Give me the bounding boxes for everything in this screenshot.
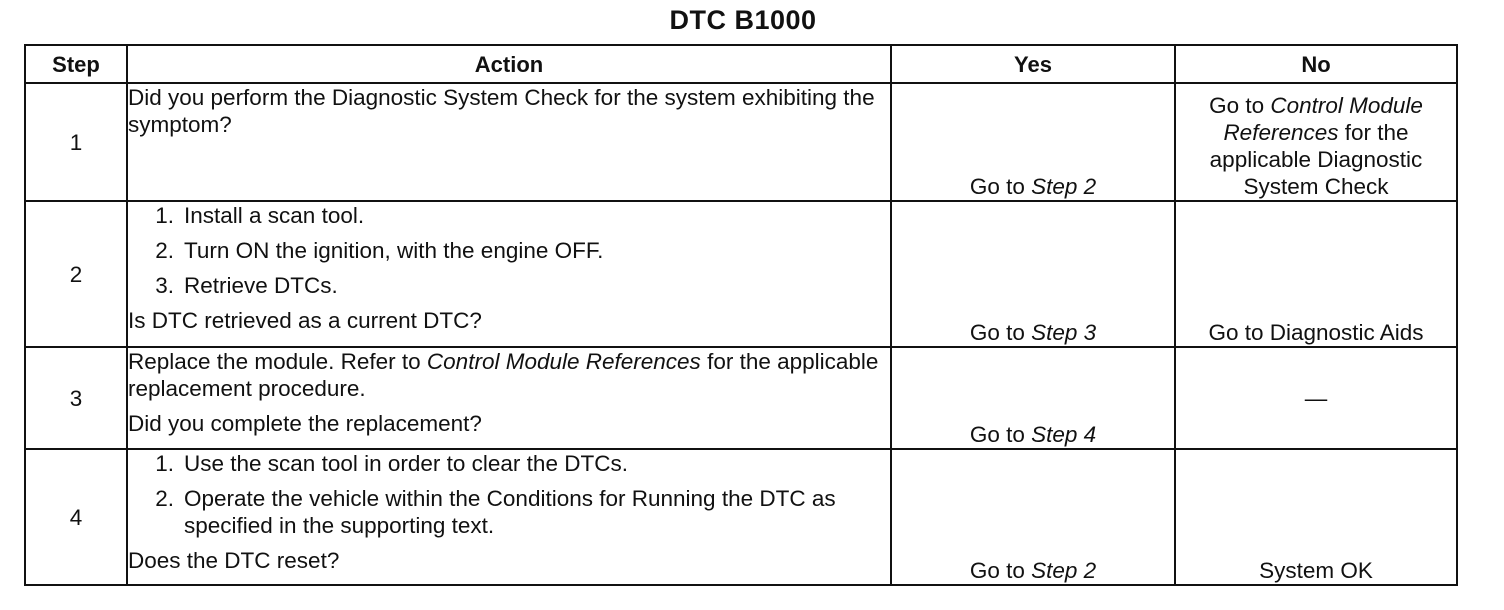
yes-step-ref: Step 2 [1031, 174, 1097, 199]
no-prefix: Go to [1209, 93, 1271, 118]
yes-prefix: Go to [969, 320, 1032, 345]
action-module-ref: Control Module References [426, 349, 701, 374]
list-text: Install a scan tool. [184, 203, 365, 228]
yes-prefix: Go to [969, 174, 1032, 199]
yes-cell [891, 449, 1175, 585]
list-item [128, 202, 890, 229]
table-header-row [25, 45, 1457, 83]
step-number: 1 [25, 83, 127, 201]
page-title: DTC B1000 [669, 5, 817, 35]
list-item [128, 450, 890, 477]
header-no: No [1175, 45, 1457, 83]
no-cell: System OK [1175, 449, 1457, 585]
no-cell: — [1175, 347, 1457, 449]
action-cell [127, 449, 891, 585]
no-module-ref: Control Module References [1223, 93, 1423, 145]
no-cell [1175, 83, 1457, 201]
header-action: Action [127, 45, 891, 83]
table-row [25, 449, 1457, 585]
table-row [25, 347, 1457, 449]
diagnostic-table [24, 44, 1458, 586]
action-cell [127, 201, 891, 347]
action-question: Is DTC retrieved as a current DTC? [128, 308, 482, 333]
list-item [128, 237, 890, 264]
yes-step-ref: Step 4 [1031, 422, 1097, 447]
list-number: 1. [155, 203, 174, 228]
action-prefix: Replace the module. Refer to [128, 349, 427, 374]
table-row [25, 83, 1457, 201]
action-cell [127, 347, 891, 449]
yes-cell [891, 347, 1175, 449]
list-item [128, 485, 890, 539]
list-text: Use the scan tool in order to clear the DTCs. [184, 451, 628, 476]
yes-cell [891, 83, 1175, 201]
action-cell [127, 83, 891, 201]
yes-prefix: Go to [969, 422, 1032, 447]
step-number: 3 [25, 347, 127, 449]
yes-cell [891, 201, 1175, 347]
action-instruction [128, 348, 890, 402]
list-text: Operate the vehicle within the Conditions for Running the DTC as specified in the supporting text. [184, 486, 836, 538]
list-number: 2. [155, 238, 174, 263]
no-suffix: for the applicable Diagnostic System Check [1209, 120, 1423, 199]
action-suffix: for the applicable replacement procedure. [128, 349, 879, 401]
no-cell: Go to Diagnostic Aids [1175, 201, 1457, 347]
header-yes: Yes [891, 45, 1175, 83]
list-item [128, 272, 890, 299]
action-question: Did you perform the Diagnostic System Check for the system exhibiting the symptom? [128, 85, 875, 137]
list-number: 2. [155, 486, 174, 511]
list-text: Turn ON the ignition, with the engine OFF. [184, 238, 604, 263]
yes-step-ref: Step 2 [1031, 558, 1097, 583]
action-question: Does the DTC reset? [128, 548, 340, 573]
step-number: 4 [25, 449, 127, 585]
list-number: 1. [155, 451, 174, 476]
list-number: 3. [155, 273, 174, 298]
yes-prefix: Go to [969, 558, 1032, 583]
table-row [25, 201, 1457, 347]
yes-step-ref: Step 3 [1031, 320, 1097, 345]
header-step: Step [25, 45, 127, 83]
step-number: 2 [25, 201, 127, 347]
list-text: Retrieve DTCs. [184, 273, 338, 298]
action-question: Did you complete the replacement? [128, 411, 482, 436]
